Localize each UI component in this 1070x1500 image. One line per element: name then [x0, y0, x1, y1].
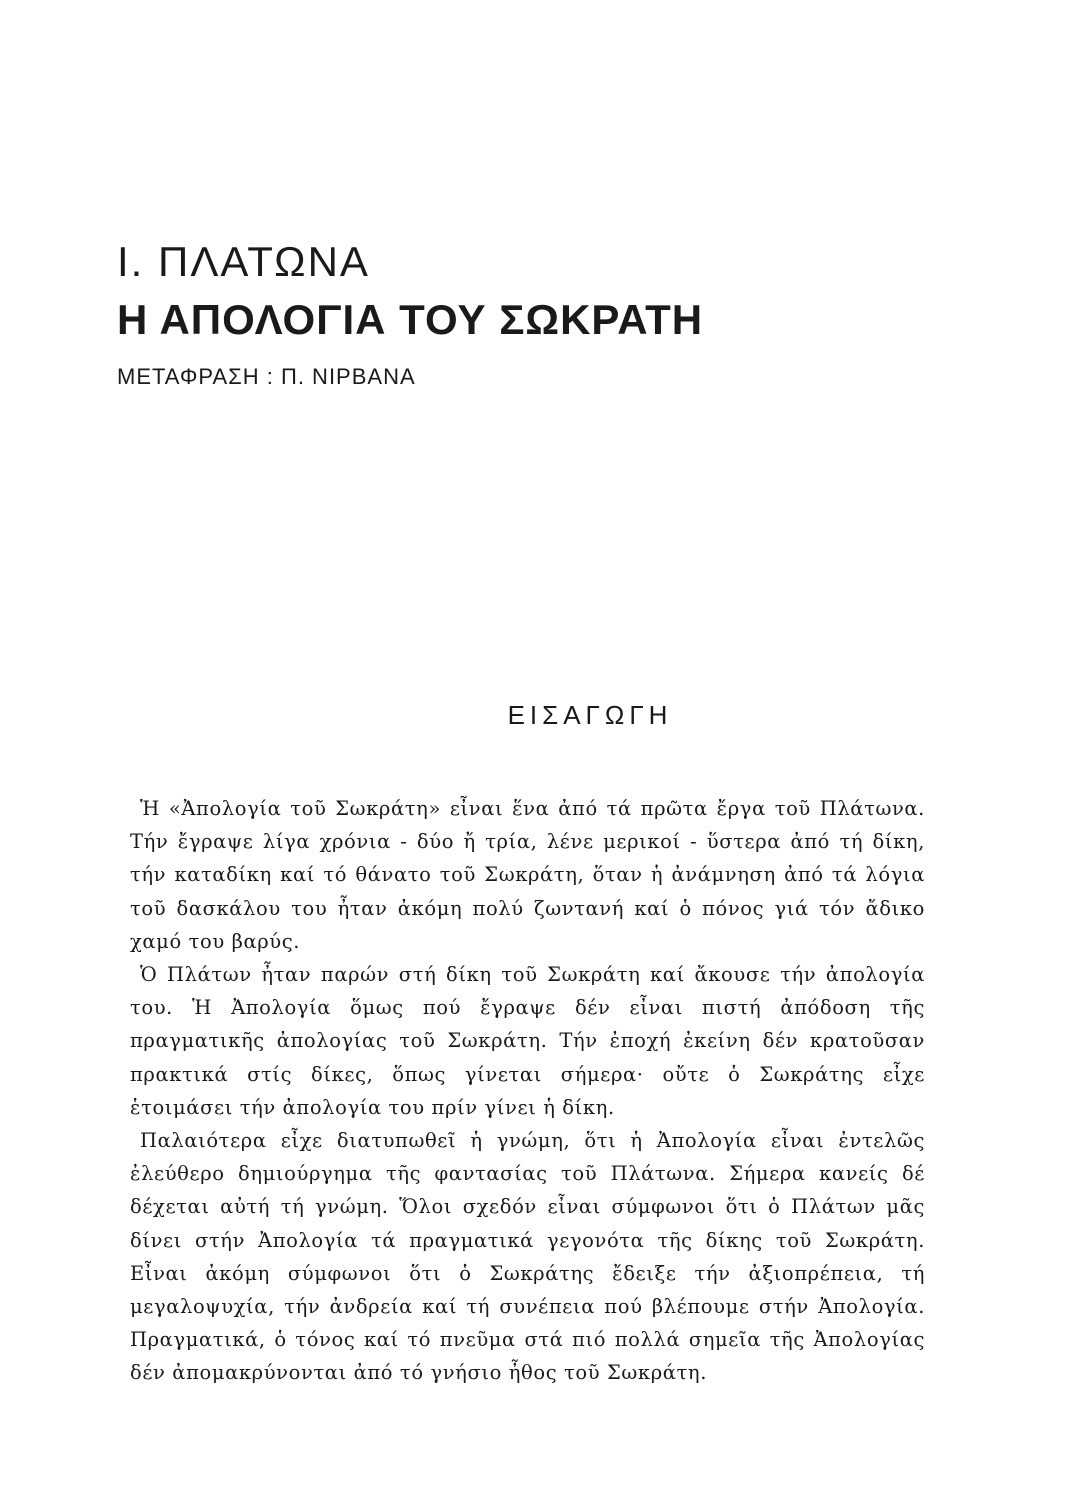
- paragraph-2: Ὁ Πλάτων ἦταν παρών στή δίκη τοῦ Σωκράτη καί ἄκουσε τήν ἀπολογία του. Ἡ Ἀπολογία ὅμως πού ἔγραψε δέν εἶναι πιστή ἀπόδοση τῆς πραγματικῆς ἀπολογίας τοῦ Σωκράτη. Τήν ἐποχή ἐκείνη δέν κρατοῦσαν πρακτικά στίς δίκες, ὅπως γίνεται σήμερα· οὔτε ὁ Σωκράτης εἶχε ἑτοιμάσει τήν ἀπολογία του πρίν γίνει ἡ δίκη.: [130, 963, 925, 1119]
- paragraph-1: Ἡ «Ἀπολογία τοῦ Σωκράτη» εἶναι ἕνα ἀπό τά πρῶτα ἔργα τοῦ Πλάτωνα. Τήν ἔγραψε λίγα χρόνια - δύο ἤ τρία, λένε μερικοί - ὕστερα ἀπό τή δίκη, τήν καταδίκη καί τό θάνατο τοῦ Σωκράτη, ὅταν ἡ ἀνάμνηση ἀπό τά λόγια τοῦ δασκάλου του ἦταν ἀκόμη πολύ ζωντανή καί ὁ πόνος γιά τόν ἄδικο χαμό του βαρύς.: [130, 797, 925, 953]
- translator-credit: ΜΕΤΑΦΡΑΣΗ : Π. ΝΙΡΒΑΝΑ: [117, 364, 416, 389]
- body-text: [130, 792, 925, 1390]
- title-block: [117, 236, 917, 392]
- author-heading: I. ΠΛΑΤΩΝΑ: [117, 238, 370, 285]
- section-heading: ΕΙΣΑΓΩΓΗ: [507, 700, 673, 730]
- work-title: Η ΑΠΟΛΟΓΙΑ ΤΟΥ ΣΩΚΡΑΤΗ: [117, 296, 704, 343]
- paragraph-3: Παλαιότερα εἶχε διατυπωθεῖ ἡ γνώμη, ὅτι ἡ Ἀπολογία εἶναι ἐντελῶς ἐλεύθερο δημιούργημα τῆς φαντασίας τοῦ Πλάτωνα. Σήμερα κανείς δέ δέχεται αὐτή τή γνώμη. Ὅλοι σχεδόν εἶναι σύμφωνοι ὅτι ὁ Πλάτων μᾶς δίνει στήν Ἀπολογία τά πραγματικά γεγονότα τῆς δίκης τοῦ Σωκράτη. Εἶναι ἀκόμη σύμφωνοι ὅτι ὁ Σωκράτης ἔδειξε τήν ἀξιοπρέπεια, τή μεγαλοψυχία, τήν ἀνδρεία καί τή συνέπεια πού βλέπουμε στήν Ἀπολογία. Πραγματικά, ὁ τόνος καί τό πνεῦμα στά πιό πολλά σημεῖα τῆς Ἀπολογίας δέν ἀπομακρύνονται ἀπό τό γνήσιο ἦθος τοῦ Σωκράτη.: [130, 1129, 925, 1385]
